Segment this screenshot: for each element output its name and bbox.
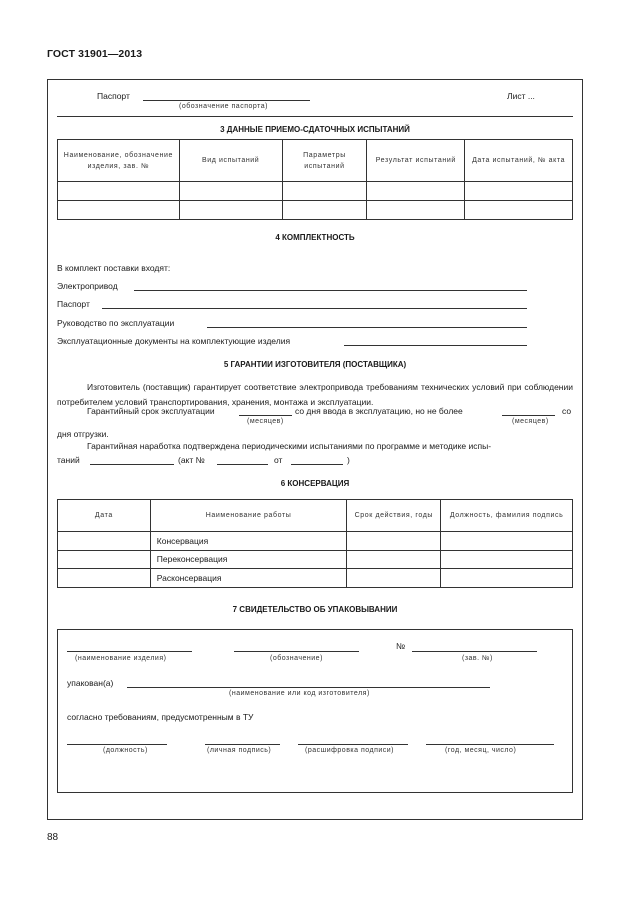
- warranty-period-text: со дня ввода в эксплуатацию, но не более: [295, 406, 463, 416]
- date-caption: (год, месяц, число): [445, 747, 517, 754]
- manufacturer-field[interactable]: [127, 687, 490, 688]
- decoding-caption: (расшифровка подписи): [305, 747, 395, 754]
- warranty-max-field[interactable]: [502, 415, 555, 416]
- decoding-field[interactable]: [298, 744, 408, 745]
- table-header-row: [58, 500, 573, 532]
- warranty-shipment: дня отгрузки.: [57, 429, 109, 439]
- col-header-test-type: Вид испытаний: [179, 140, 282, 182]
- col-header-params: Параметры испытаний: [282, 140, 367, 182]
- tests-program-field[interactable]: [90, 464, 174, 465]
- act-number-field[interactable]: [217, 464, 268, 465]
- warranty-period-label: Гарантийный срок эксплуатации: [87, 406, 215, 416]
- col-header-item: Наименование, обозначение изделия, зав. №: [58, 140, 180, 182]
- passport-field[interactable]: [143, 100, 310, 101]
- table-header-row: [58, 140, 573, 182]
- signature-field[interactable]: [205, 744, 280, 745]
- warranty-para-3: Гарантийная наработка подтверждена периодическими испытаниями по программе и методике испы-: [87, 441, 492, 451]
- kit-item-drive-field[interactable]: [134, 290, 527, 291]
- product-name-caption: (наименование изделия): [75, 655, 167, 662]
- date-field[interactable]: [426, 744, 554, 745]
- document-header: ГОСТ 31901—2013: [47, 48, 143, 60]
- col-header-date: Дата испытаний, № акта: [465, 140, 573, 182]
- position-caption: (должность): [103, 747, 148, 754]
- section-3-title: 3 ДАННЫЕ ПРИЕМО-СДАТОЧНЫХ ИСПЫТАНИЙ: [220, 125, 410, 134]
- kit-intro: В комплект поставки входят:: [57, 263, 171, 273]
- section-5-title: 5 ГАРАНТИИ ИЗГОТОВИТЕЛЯ (ПОСТАВЩИКА): [223, 360, 407, 369]
- packed-label: упакован(а): [67, 678, 114, 688]
- row-deconservation: Расконсервация: [150, 569, 347, 588]
- designation-caption: (обозначение): [270, 655, 323, 662]
- page-number: 88: [47, 832, 59, 843]
- months-caption-1: (месяцев): [247, 418, 284, 425]
- months-caption-2: (месяцев): [512, 418, 549, 425]
- kit-item-manual: Руководство по эксплуатации: [57, 318, 175, 328]
- section-6-title: 6 КОНСЕРВАЦИЯ: [280, 479, 350, 488]
- section-7-title: 7 СВИДЕТЕЛЬСТВО ОБ УПАКОВЫВАНИИ: [232, 605, 398, 614]
- act-from-label: от: [274, 455, 283, 465]
- table-row[interactable]: [58, 551, 573, 569]
- col-header-work-name: Наименование работы: [150, 500, 347, 532]
- warranty-para-1: Изготовитель (поставщик) гарантирует соответствие электропривода требованиям технических условий при соблюдении потребителем условий транспортирования, хранения, монтажа и эксплуатации.: [57, 382, 573, 407]
- signature-caption: (личная подпись): [207, 747, 272, 754]
- kit-item-passport-field[interactable]: [102, 308, 527, 309]
- position-field[interactable]: [67, 744, 167, 745]
- col-header-result: Результат испытаний: [367, 140, 465, 182]
- table-row[interactable]: [58, 532, 573, 551]
- tests-label: таний: [57, 455, 80, 465]
- kit-item-drive: Электропривод: [57, 281, 118, 291]
- act-close: ): [347, 455, 350, 465]
- col-header-position: Должность, фамилия подпись: [441, 500, 573, 532]
- kit-item-passport: Паспорт: [57, 299, 90, 309]
- col-header-validity: Срок действия, годы: [347, 500, 441, 532]
- row-conservation: Консервация: [150, 532, 347, 551]
- sheet-label: Лист ...: [507, 91, 535, 101]
- top-divider: [57, 116, 573, 117]
- act-date-field[interactable]: [291, 464, 343, 465]
- serial-number-caption: (зав. №): [462, 655, 493, 662]
- warranty-period-from: со: [562, 406, 572, 416]
- manufacturer-caption: (наименование или код изготовителя): [229, 690, 370, 697]
- table-row[interactable]: [58, 201, 573, 220]
- conservation-table: [57, 499, 573, 588]
- col-header-date: Дата: [58, 500, 151, 532]
- product-name-field[interactable]: [67, 651, 192, 652]
- table-row[interactable]: [58, 182, 573, 201]
- section-4-title: 4 КОМПЛЕКТНОСТЬ: [275, 233, 355, 242]
- per-tu-text: согласно требованиям, предусмотренным в ТУ: [67, 712, 254, 722]
- designation-field[interactable]: [234, 651, 359, 652]
- row-reconservation: Переконсервация: [150, 551, 347, 569]
- passport-caption: (обозначение паспорта): [179, 103, 268, 110]
- kit-item-manual-field[interactable]: [207, 327, 527, 328]
- warranty-period-field[interactable]: [239, 415, 292, 416]
- kit-item-component-docs-field[interactable]: [344, 345, 527, 346]
- passport-label: Паспорт: [97, 91, 130, 101]
- packaging-box: [57, 629, 573, 793]
- act-label: (акт №: [178, 455, 205, 465]
- kit-item-component-docs: Эксплуатационные документы на комплектующие изделия: [57, 336, 291, 346]
- serial-number-field[interactable]: [412, 651, 537, 652]
- serial-no-sign: №: [396, 641, 406, 651]
- acceptance-tests-table: [57, 139, 573, 220]
- table-row[interactable]: [58, 569, 573, 588]
